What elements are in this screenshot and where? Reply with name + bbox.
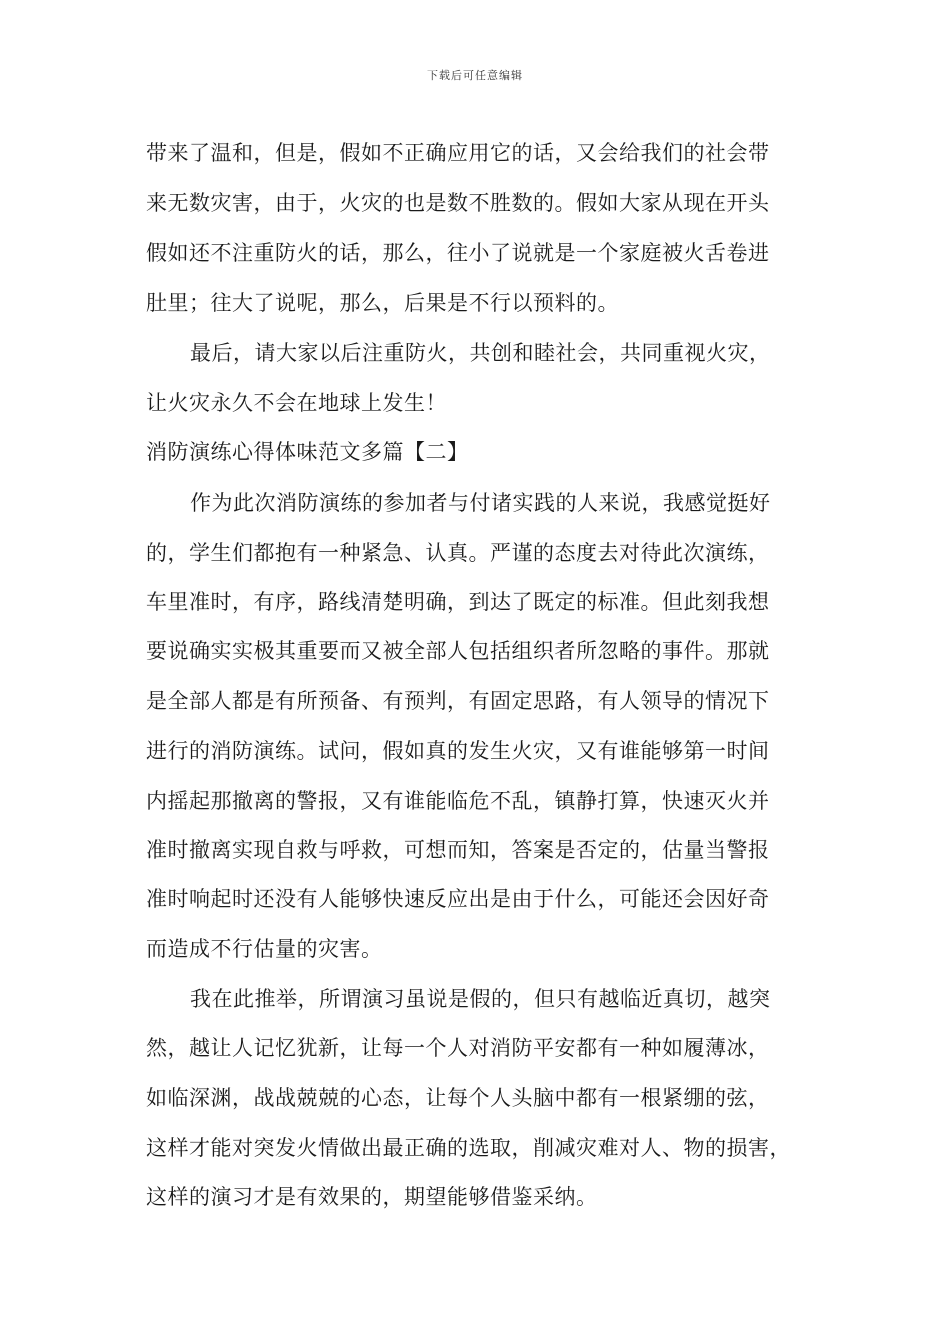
paragraph-line: 让火灾永久不会在地球上发生！: [146, 391, 447, 415]
paragraph-line: 我在此推举，所谓演习虽说是假的，但只有越临近真切，越突: [190, 987, 771, 1011]
paragraph-line: 准时撤离实现自救与呼救，可想而知，答案是否定的，估量当警报: [146, 838, 770, 862]
paragraph-line: 然，越让人记忆犹新，让每一个人对消防平安都有一种如履薄冰，: [146, 1036, 770, 1060]
paragraph-line: 最后，请大家以后注重防火，共创和睦社会，共同重视火灾，: [190, 341, 771, 365]
page-header-note: 下载后可任意编辑: [427, 69, 523, 82]
paragraph-line: 是全部人都是有所预备、有预判，有固定思路，有人领导的情况下: [146, 689, 770, 713]
paragraph-line: 来无数灾害，由于，火灾的也是数不胜数的。假如大家从现在开头: [146, 191, 770, 215]
paragraph-line: 内摇起那撤离的警报，又有谁能临危不乱，镇静打算，快速灭火并: [146, 789, 770, 813]
paragraph-line: 肚里；往大了说呢，那么，后果是不行以预料的。: [146, 291, 619, 315]
paragraph-line: 进行的消防演练。试问，假如真的发生火灾，又有谁能够第一时间: [146, 739, 770, 763]
paragraph-line: 作为此次消防演练的参加者与付诸实践的人来说，我感觉挺好: [190, 491, 771, 515]
paragraph-line: 这样的演习才是有效果的，期望能够借鉴采纳。: [146, 1185, 598, 1209]
paragraph-line: 的，学生们都抱有一种紧急、认真。严谨的态度去对待此次演练，: [146, 541, 770, 565]
paragraph-line: 要说确实实极其重要而又被全部人包括组织者所忽略的事件。那就: [146, 639, 770, 663]
paragraph-line: 这样才能对突发火情做出最正确的选取，削减灾难对人、物的损害，: [146, 1136, 791, 1160]
section-heading: 消防演练心得体味范文多篇【二】: [146, 440, 469, 464]
paragraph-line: 车里准时，有序，路线清楚明确，到达了既定的标准。但此刻我想: [146, 590, 770, 614]
paragraph-line: 假如还不注重防火的话，那么，往小了说就是一个家庭被火舌卷进: [146, 241, 770, 265]
paragraph-line: 带来了温和，但是，假如不正确应用它的话，又会给我们的社会带: [146, 141, 770, 165]
paragraph-line: 如临深渊，战战兢兢的心态，让每个人头脑中都有一根紧绷的弦，: [146, 1086, 770, 1110]
paragraph-line: 而造成不行估量的灾害。: [146, 937, 383, 961]
paragraph-line: 准时响起时还没有人能够快速反应出是由于什么，可能还会因好奇: [146, 887, 770, 911]
